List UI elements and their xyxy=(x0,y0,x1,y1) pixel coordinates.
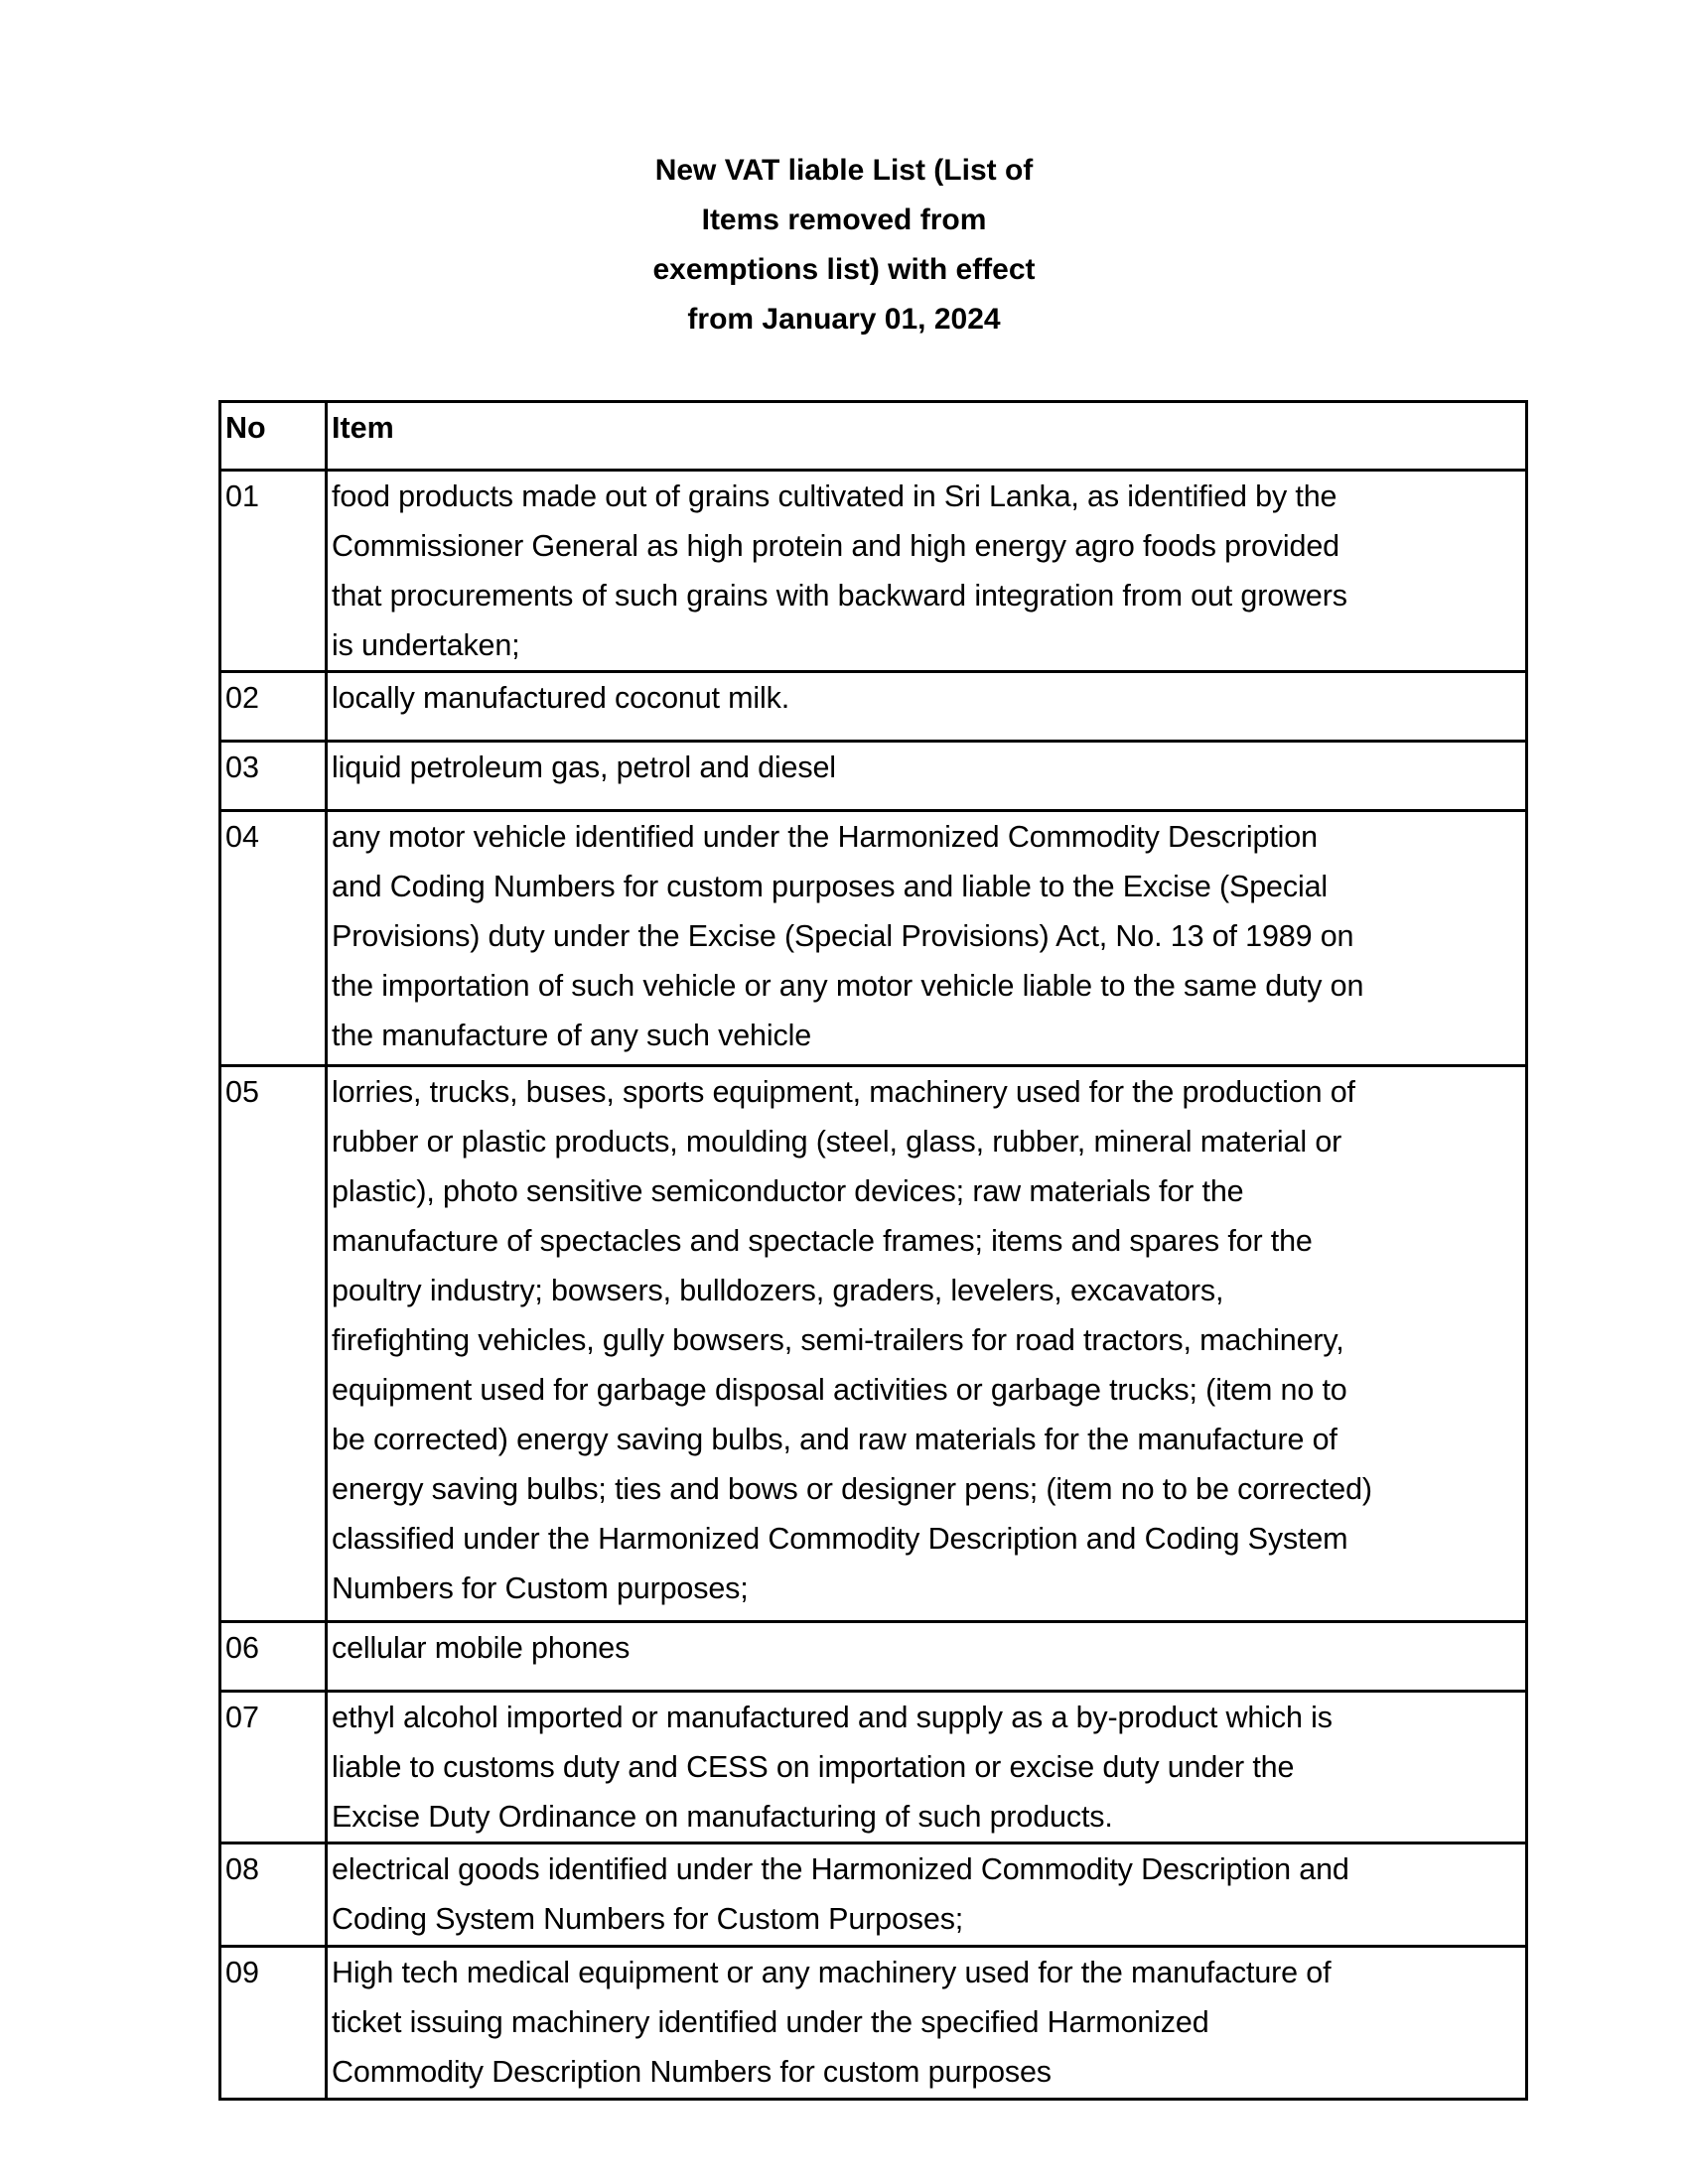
item-text-line: cellular mobile phones xyxy=(332,1631,631,1665)
item-text-line: ticket issuing machinery identified under the specified Harmonized xyxy=(332,2005,1209,2039)
item-text-line: Provisions) duty under the Excise (Special Provisions) Act, No. 13 of 1989 on xyxy=(332,919,1354,953)
row-number: 06 xyxy=(220,1622,327,1692)
item-text-line: equipment used for garbage disposal activities or garbage trucks; (item no to xyxy=(332,1373,1347,1407)
document-title xyxy=(0,146,1688,344)
item-text-line: that procurements of such grains with backward integration from out growers xyxy=(332,579,1347,613)
row-number: 01 xyxy=(220,471,327,672)
item-text-line: Excise Duty Ordinance on manufacturing of such products. xyxy=(332,1800,1113,1834)
title-line: Items removed from xyxy=(701,204,987,236)
item-text-line: any motor vehicle identified under the Harmonized Commodity Description xyxy=(332,820,1318,854)
table-row xyxy=(220,1692,1527,1843)
item-text-line: Commodity Description Numbers for custom purposes xyxy=(332,2055,1052,2089)
table-row xyxy=(220,1622,1527,1692)
item-text-line: classified under the Harmonized Commodity Description and Coding System xyxy=(332,1522,1348,1556)
row-item-text xyxy=(327,742,1527,811)
row-number: 08 xyxy=(220,1843,327,1947)
item-text-line: Numbers for Custom purposes; xyxy=(332,1571,749,1605)
title-line: exemptions list) with effect xyxy=(652,253,1036,286)
item-text-line: is undertaken; xyxy=(332,628,520,662)
item-text-line: ethyl alcohol imported or manufactured and supply as a by-product which is xyxy=(332,1701,1333,1734)
item-text-line: and Coding Numbers for custom purposes and liable to the Excise (Special xyxy=(332,870,1329,903)
row-number: 07 xyxy=(220,1692,327,1843)
row-number: 03 xyxy=(220,742,327,811)
table-header-row xyxy=(220,402,1527,471)
item-text-line: be corrected) energy saving bulbs, and raw materials for the manufacture of xyxy=(332,1423,1337,1456)
row-item-text xyxy=(327,1947,1527,2100)
row-item-text xyxy=(327,1692,1527,1843)
table-row xyxy=(220,1066,1527,1622)
header-item: Item xyxy=(327,402,1527,471)
item-text-line: the manufacture of any such vehicle xyxy=(332,1019,812,1052)
item-text-line: food products made out of grains cultivated in Sri Lanka, as identified by the xyxy=(332,479,1337,513)
row-number: 02 xyxy=(220,672,327,742)
item-text-line: Commissioner General as high protein and high energy agro foods provided xyxy=(332,529,1339,563)
item-text-line: rubber or plastic products, moulding (steel, glass, rubber, mineral material or xyxy=(332,1125,1342,1159)
table-row xyxy=(220,811,1527,1066)
table-row xyxy=(220,742,1527,811)
row-item-text xyxy=(327,811,1527,1066)
table-row xyxy=(220,1843,1527,1947)
table-row xyxy=(220,1947,1527,2100)
table-row xyxy=(220,471,1527,672)
row-item-text xyxy=(327,1622,1527,1692)
item-text-line: lorries, trucks, buses, sports equipment, machinery used for the production of xyxy=(332,1075,1355,1109)
item-text-line: poultry industry; bowsers, bulldozers, graders, levelers, excavators, xyxy=(332,1274,1224,1307)
row-item-text xyxy=(327,471,1527,672)
item-text-line: liquid petroleum gas, petrol and diesel xyxy=(332,751,836,784)
row-number: 05 xyxy=(220,1066,327,1622)
table-row xyxy=(220,672,1527,742)
row-number: 04 xyxy=(220,811,327,1066)
header-no: No xyxy=(220,402,327,471)
title-line: from January 01, 2024 xyxy=(687,303,1001,336)
item-text-line: Coding System Numbers for Custom Purposes; xyxy=(332,1902,964,1936)
row-item-text xyxy=(327,672,1527,742)
item-text-line: energy saving bulbs; ties and bows or designer pens; (item no to be corrected) xyxy=(332,1472,1372,1506)
row-item-text xyxy=(327,1066,1527,1622)
item-text-line: locally manufactured coconut milk. xyxy=(332,681,790,715)
item-text-line: plastic), photo sensitive semiconductor devices; raw materials for the xyxy=(332,1174,1244,1208)
item-text-line: manufacture of spectacles and spectacle frames; items and spares for the xyxy=(332,1224,1313,1258)
item-text-line: the importation of such vehicle or any motor vehicle liable to the same duty on xyxy=(332,969,1364,1003)
item-text-line: liable to customs duty and CESS on importation or excise duty under the xyxy=(332,1750,1295,1784)
title-line: New VAT liable List (List of xyxy=(654,154,1034,187)
item-text-line: electrical goods identified under the Harmonized Commodity Description and xyxy=(332,1852,1349,1886)
item-text-line: firefighting vehicles, gully bowsers, semi-trailers for road tractors, machinery, xyxy=(332,1323,1344,1357)
row-item-text xyxy=(327,1843,1527,1947)
row-number: 09 xyxy=(220,1947,327,2100)
item-text-line: High tech medical equipment or any machinery used for the manufacture of xyxy=(332,1956,1332,1989)
vat-items-table xyxy=(218,400,1528,2101)
